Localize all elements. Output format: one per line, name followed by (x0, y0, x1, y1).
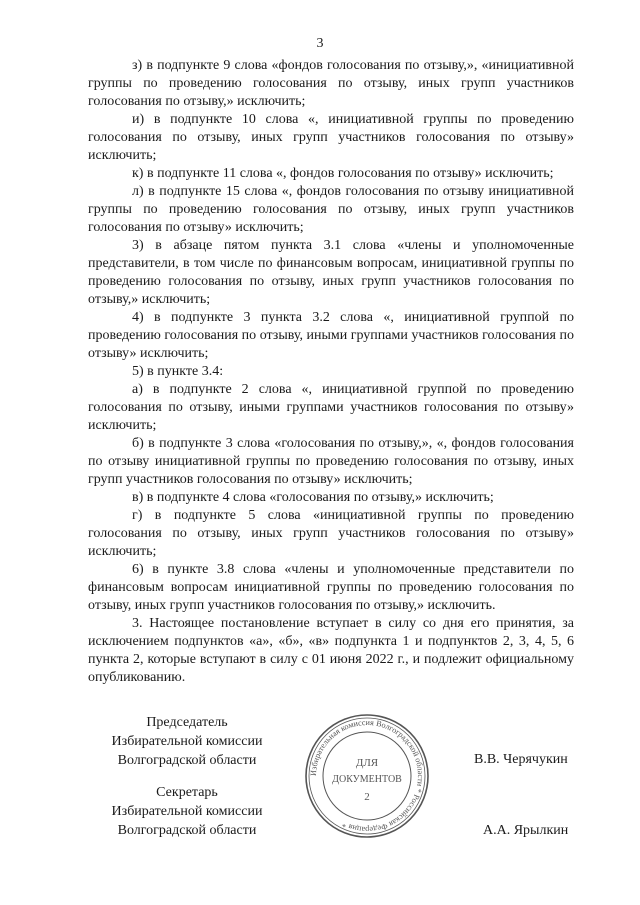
secretary-title-line: Избирательной комиссии (111, 804, 263, 819)
secretary-title-line: Волгоградской области (117, 823, 257, 838)
paragraph-a: а) в подпункте 2 слова «, инициативной группой по проведению голосования по отзыву, иными группами участников голосования по отзыву» исключить; (88, 382, 574, 433)
paragraph-item-5: 5) в пункте 3.4: (132, 364, 224, 379)
stamp-center-line-1: ДЛЯ (355, 757, 379, 769)
secretary-title-line: Секретарь (156, 785, 218, 800)
chairman-title-line: Председатель (146, 715, 228, 730)
paragraph-k: к) в подпункте 11 слова «, фондов голосования по отзыву» исключить; (132, 166, 554, 181)
paragraph-b: б) в подпункте 3 слова «голосования по отзыву,», «, фондов голосования по отзыву инициативной группы по проведению голосования по отзыву, иных групп участников голосования по отзыву» исключить; (88, 436, 574, 487)
paragraph-i: и) в подпункте 10 слова «, инициативной группы по проведению голосования по отзыву, иных групп участников голосования по отзыву» исключить; (88, 112, 574, 163)
chairman-title-line: Волгоградской области (117, 753, 257, 768)
chairman-name: В.В. Черячукин (474, 752, 568, 767)
official-stamp (303, 712, 431, 840)
document-body (88, 57, 574, 687)
paragraph-l: л) в подпункте 15 слова «, фондов голосования по отзыву инициативной группы по проведению голосования по отзыву, иных групп участников голосования по отзыву» исключить; (88, 184, 574, 235)
secretary-name: А.А. Ярылкин (483, 823, 569, 838)
page-number: 3 (316, 36, 324, 51)
stamp-center-line-2: ДОКУМЕНТОВ (332, 774, 402, 785)
paragraph-z: з) в подпункте 9 слова «фондов голосования по отзыву,», «инициативной группы по проведению голосования по отзыву, иных групп участников голосования по отзыву,» исключить; (88, 58, 574, 109)
paragraph-item-6: 6) в пункте 3.8 слова «члены и уполномоченные представители по финансовым вопросам инициативной группы по проведению голосования по отзыву, иных групп участников голосования по отзыву,» исключить. (88, 562, 574, 613)
stamp-number: 2 (364, 791, 370, 803)
chairman-title-line: Избирательной комиссии (111, 734, 263, 749)
paragraph-v: в) в подпункте 4 слова «голосования по отзыву,» исключить; (132, 490, 494, 505)
chairman-title-block (98, 713, 276, 770)
paragraph-g: г) в подпункте 5 слова «инициативной группы по проведению голосования по отзыву, иных групп участников голосования по отзыву» исключить; (88, 508, 574, 559)
secretary-title-block (98, 783, 276, 840)
paragraph-item-4: 4) в подпункте 3 пункта 3.2 слова «, инициативной группой по проведению голосования по отзыву, иными группами участников голосования по отзыву» исключить; (88, 310, 574, 361)
paragraph-item-3: 3) в абзаце пятом пункта 3.1 слова «члены и уполномоченные представители, в том числе по финансовым вопросам, инициативной группы по проведению голосования по отзыву, иных групп участников голосования по отзыву,» исключить; (88, 238, 574, 307)
paragraph-effective-date: 3. Настоящее постановление вступает в силу со дня его принятия, за исключением подпунктов «а», «б», «в» подпункта 1 и подпунктов 2, 3, 4, 5, 6 пункта 2, которые вступают в силу с 01 июня 2022 г., и подлежит официальному опубликованию. (88, 616, 574, 685)
stamp-ring-text: Избирательная комиссия Волгоградской области * Российская Федерация * (308, 717, 426, 835)
